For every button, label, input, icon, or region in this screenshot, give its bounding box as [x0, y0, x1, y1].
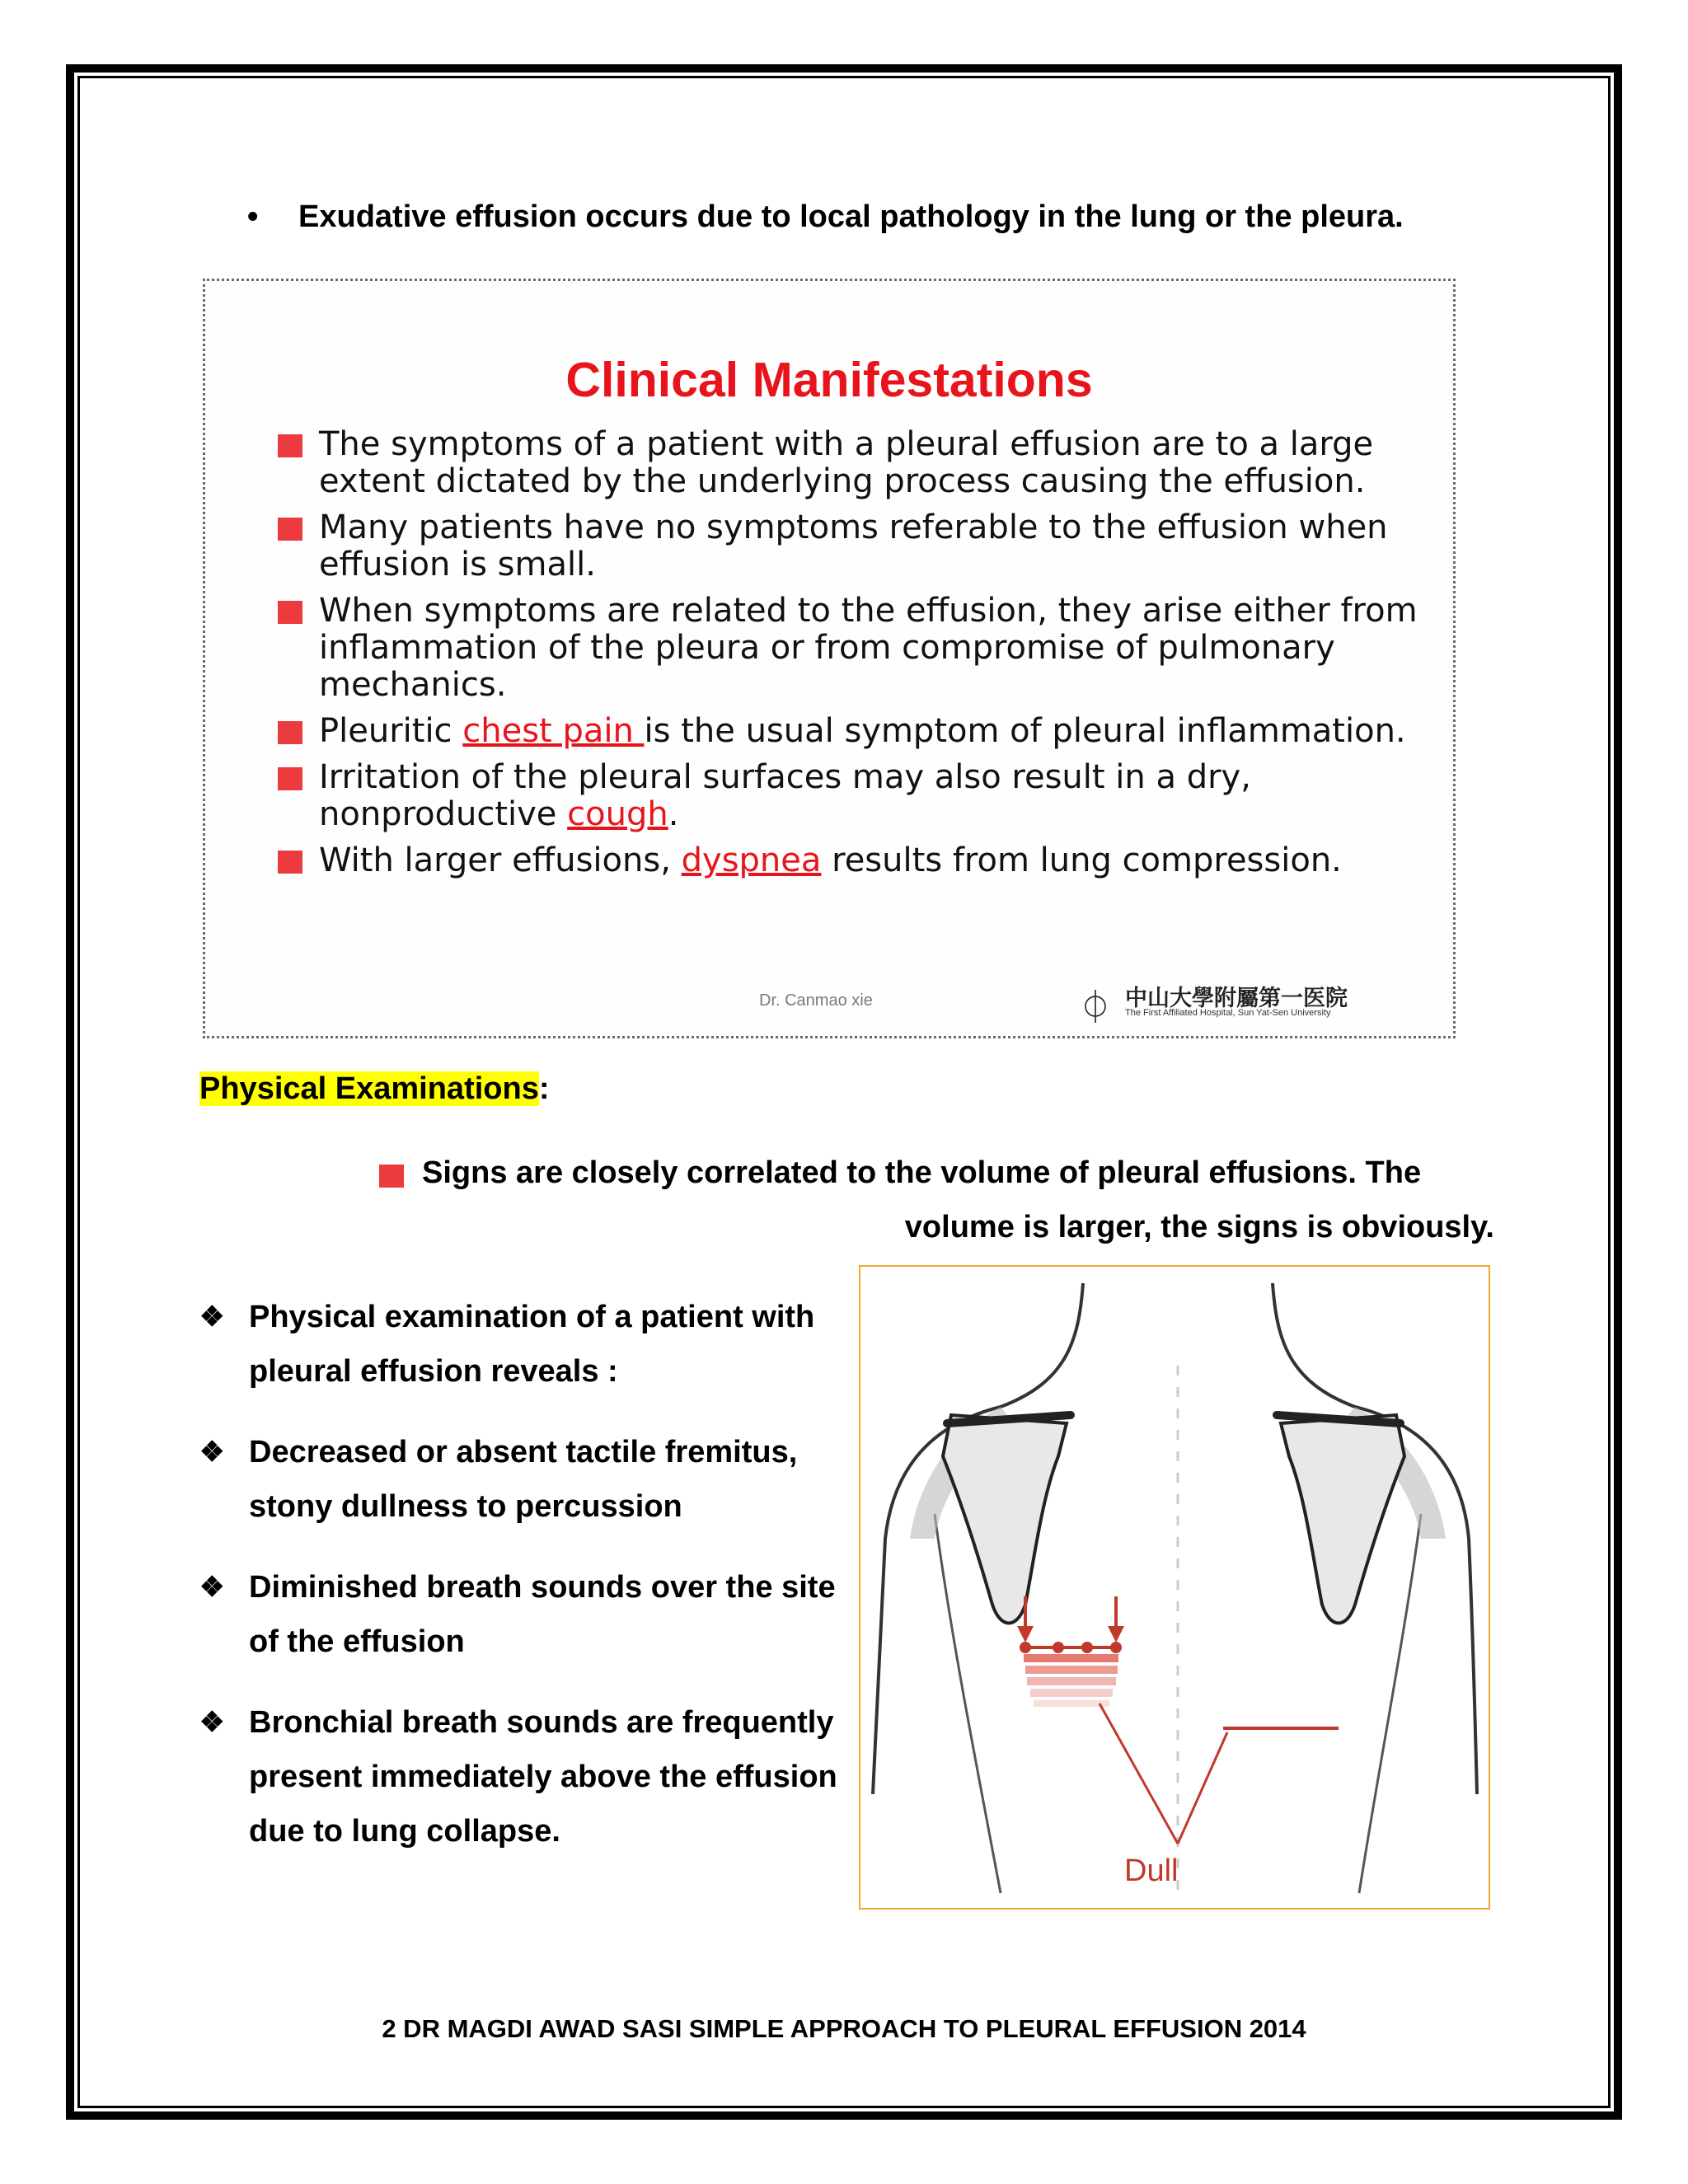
signs-line-1: Signs are closely correlated to the volume of pleural effusions. The: [422, 1155, 1422, 1190]
slide-bullet-item: [278, 842, 1432, 879]
hospital-emblem-icon: ⏀: [1079, 990, 1112, 1026]
signs-line-2: volume is larger, the signs is obviously.: [904, 1210, 1494, 1244]
square-bullet-icon: [278, 767, 302, 790]
slide-title: Clinical Manifestations: [565, 353, 1093, 407]
slide-item-text: results from lung compression.: [821, 841, 1342, 879]
physical-examinations-heading: [199, 1071, 550, 1107]
finding-text: Physical examination of a patient with pleural effusion reveals :: [249, 1300, 815, 1389]
finding-text: Diminished breath sounds over the site of the effusion: [249, 1570, 836, 1659]
page-footer: 2 DR MAGDI AWAD SASI SIMPLE APPROACH TO PLEURAL EFFUSION 2014: [382, 2014, 1306, 2043]
chest-pain-link[interactable]: chest pain: [462, 712, 645, 750]
dyspnea-link[interactable]: dyspnea: [681, 841, 822, 879]
clinical-manifestations-slide: [203, 279, 1456, 1038]
slide-item-text: Pleuritic: [319, 712, 463, 750]
exudative-text: Exudative effusion occurs due to local pathology in the lung or the pleura.: [298, 199, 1404, 234]
physical-findings-list: [199, 1290, 859, 1885]
heading-highlight: Physical Examinations: [199, 1071, 539, 1106]
slide-item-text: When symptoms are related to the effusion, they arise either from inflammation of the pleura or from compromise of pulmonary mechanics.: [319, 592, 1418, 704]
diamond-bullet-icon: ❖: [199, 1707, 225, 1738]
finding-item: [199, 1560, 859, 1669]
left-scapula: [943, 1415, 1067, 1624]
slide-bullet-item: [278, 759, 1432, 833]
slide-credit: Dr. Canmao xie: [759, 991, 873, 1010]
finding-item: [199, 1695, 859, 1858]
slide-bullet-item: [278, 713, 1432, 750]
dull-label: Dull: [1124, 1854, 1179, 1888]
hospital-name-cn: 中山大學附屬第一医院: [1125, 986, 1348, 1010]
back-illustration: [859, 1265, 1490, 1910]
finding-item: [199, 1290, 859, 1399]
effusion-stipple: [1024, 1654, 1118, 1707]
square-bullet-icon: [379, 1165, 404, 1188]
square-bullet-icon: [278, 518, 302, 541]
finding-text: Bronchial breath sounds are frequently present immediately above the effusion due to lung collapse.: [249, 1705, 837, 1849]
finding-item: [199, 1425, 859, 1534]
square-bullet-icon: [278, 434, 302, 457]
slide-item-text: .: [668, 795, 679, 833]
slide-item-text: Irritation of the pleural surfaces may also result in a dry, nonproductive: [319, 758, 1251, 833]
right-scapula: [1281, 1415, 1404, 1624]
diamond-bullet-icon: ❖: [199, 1436, 225, 1468]
finding-text: Decreased or absent tactile fremitus, stony dullness to percussion: [249, 1435, 798, 1524]
diamond-bullet-icon: ❖: [199, 1301, 225, 1333]
back-drawing: [860, 1267, 1489, 1908]
slide-item-text: Many patients have no symptoms referable to the effusion when effusion is small.: [319, 509, 1388, 583]
square-bullet-icon: [278, 851, 302, 874]
diamond-bullet-icon: ❖: [199, 1572, 225, 1603]
bullet-dot: •: [247, 199, 259, 234]
hospital-name-en: The First Affiliated Hospital, Sun Yat-Sen University: [1125, 1008, 1331, 1018]
square-bullet-icon: [278, 601, 302, 624]
square-bullet-icon: [278, 721, 302, 744]
slide-item-text: The symptoms of a patient with a pleural effusion are to a large extent dictated by the underlying process causing the effusion.: [319, 425, 1374, 500]
slide-bullet-item: [278, 509, 1432, 583]
heading-colon: :: [538, 1071, 550, 1106]
slide-item-text: With larger effusions,: [319, 841, 682, 879]
cough-link[interactable]: cough: [567, 795, 668, 833]
slide-bullet-item: [278, 593, 1432, 704]
slide-bullet-list: [278, 426, 1432, 888]
slide-bullet-item: [278, 426, 1432, 500]
slide-item-text: is the usual symptom of pleural inflammation.: [644, 712, 1406, 750]
hospital-logo: [1079, 980, 1442, 1026]
